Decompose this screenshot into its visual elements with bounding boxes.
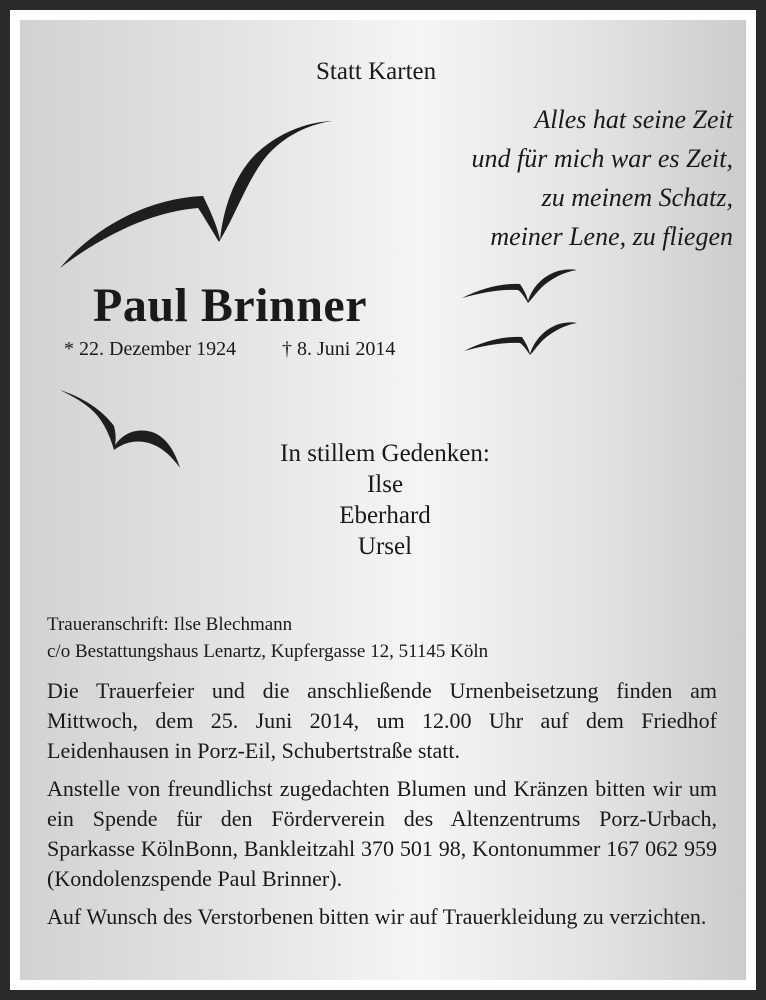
memorial-intro: In stillem Gedenken: xyxy=(280,440,490,467)
statt-karten-heading: Statt Karten xyxy=(316,58,437,85)
attire-paragraph: Auf Wunsch des Verstorbenen bitten wir auf Trauerkleidung zu verzichten. xyxy=(47,904,707,929)
bird-shape xyxy=(60,390,180,468)
address-line: c/o Bestattungshaus Lenartz, Kupfergasse 12, 51145 Köln xyxy=(47,641,489,662)
deceased-name: Paul Brinner xyxy=(93,279,368,332)
lower-bird-icon xyxy=(58,388,182,470)
mourning-address xyxy=(47,611,488,665)
memorial-block xyxy=(200,438,570,562)
large-bird-icon xyxy=(58,118,333,270)
mourner-name: Eberhard xyxy=(339,502,431,529)
quote-block xyxy=(472,100,733,256)
funeral-paragraph: Die Trauerfeier und die anschließende Urnenbeisetzung finden am Mittwoch, dem 25. Juni 2014, um 12.00 Uhr auf dem Friedhof Leidenhausen in Porz-Eil, Schubertstraße statt. xyxy=(47,678,717,763)
quote-line: und für mich war es Zeit, xyxy=(471,144,733,173)
address-line: Traueranschrift: Ilse Blechmann xyxy=(47,614,293,635)
mourner-name: Ursel xyxy=(357,533,413,560)
donation-paragraph: Anstelle von freundlichst zugedachten Blumen und Kränzen bitten wir um ein Spende für den Förderverein des Altenzentrums Porz-Urbach, Sparkasse KölnBonn, Bankleitzahl 370 501 98, Kontonummer 167 062 959 (Kondolenzspende Paul Brinner). xyxy=(47,776,717,891)
bird-shape xyxy=(464,322,577,355)
mourner-name: Ilse xyxy=(366,471,404,498)
quote-line: Alles hat seine Zeit xyxy=(534,105,733,134)
bird-shape xyxy=(60,121,332,268)
bird-shape xyxy=(462,269,577,303)
small-bird-icon xyxy=(464,320,578,356)
small-bird-icon xyxy=(462,268,578,304)
quote-line: meiner Lene, zu fliegen xyxy=(490,222,733,251)
death-date: † 8. Juni 2014 xyxy=(282,338,396,360)
quote-line: zu meinem Schatz, xyxy=(541,183,733,212)
birth-date: * 22. Dezember 1924 xyxy=(64,338,237,360)
notice-text xyxy=(47,676,717,940)
